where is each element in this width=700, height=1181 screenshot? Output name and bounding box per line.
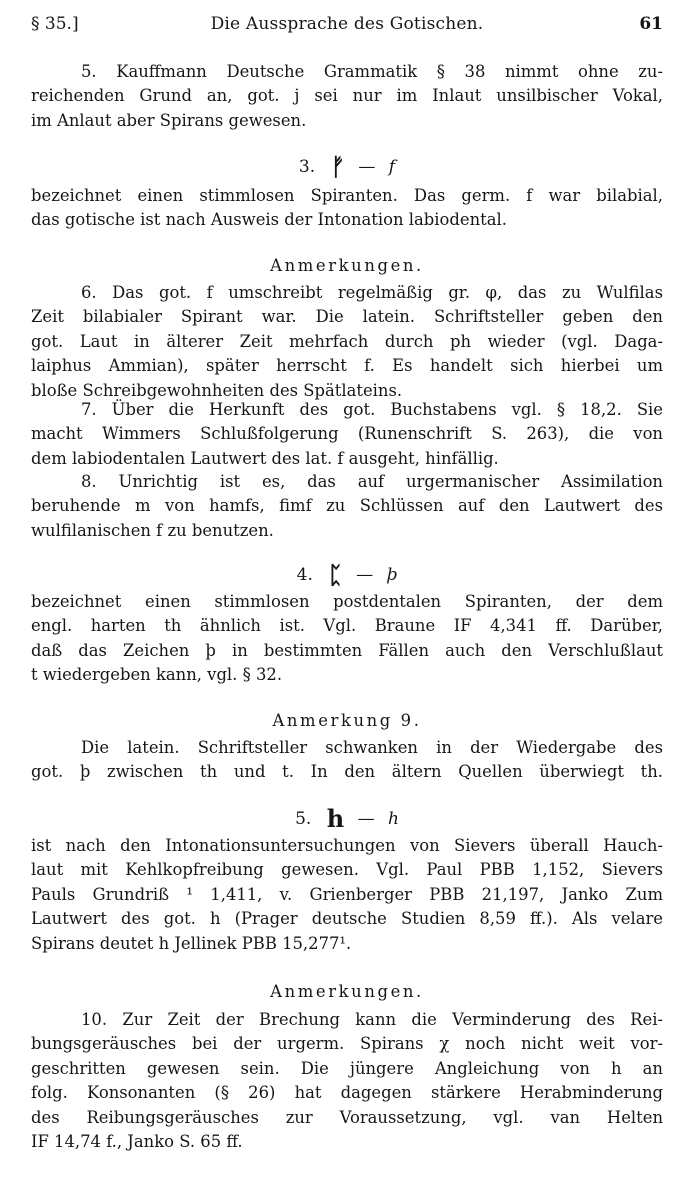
text-line: laut mit Kehlkopfreibung gewesen. Vgl. Paul PBB 1,152, Sievers — [31, 860, 663, 880]
letter-heading-4 — [31, 560, 663, 589]
heading-number: 3. — [298, 157, 316, 177]
text-line: 6. Das got. f umschreibt regelmäßig gr. φ, das zu Wulfilas — [81, 283, 663, 302]
heading-dash: — — [357, 809, 375, 829]
paragraph-note-10 — [31, 1008, 663, 1154]
gothic-letter-glyph: ᛈ — [328, 560, 343, 589]
text-line: got. þ zwischen th und t. In den ältern Quellen überwiegt th. — [31, 762, 663, 782]
heading-number: 5. — [295, 809, 312, 829]
text-line: macht Wimmers Schlußfolgerung (Runenschrift S. 263), die von — [31, 424, 663, 444]
text-line: daß das Zeichen þ in bestimmten Fällen auch den Verschlußlaut — [31, 640, 663, 660]
gothic-letter-glyph: ᚠ — [330, 152, 345, 181]
text-line: 7. Über die Herkunft des got. Buchstabens vgl. § 18,2. Sie — [81, 400, 663, 419]
latin-transcription: f — [388, 157, 396, 177]
letter-heading-3 — [31, 152, 663, 181]
section-reference: § 35.] — [31, 14, 79, 34]
text-line: reichenden Grund an, got. j sei nur im Inlaut unsilbischer Vokal, — [31, 86, 663, 106]
page-number: 61 — [639, 14, 663, 34]
text-line: Die latein. Schriftsteller schwanken in der Wiedergabe des — [81, 738, 663, 757]
running-header — [31, 14, 663, 40]
text-line: Zeit bilabialer Spirant war. Die latein. Schriftsteller geben den — [31, 307, 663, 327]
running-title: Die Aussprache des Gotischen. — [210, 14, 484, 34]
heading-number: 4. — [296, 565, 313, 585]
text-line: Lautwert des got. h (Prager deutsche Studien 8,59 ff.). Als velare — [31, 909, 663, 929]
latin-transcription: h — [387, 809, 399, 829]
section-label-anmerkungen: Anmerkungen. — [270, 982, 424, 1001]
heading-dash: — — [356, 565, 374, 585]
text-line: beruhende m von hamfs, fimf zu Schlüssen auf den Lautwert des — [31, 496, 663, 516]
text-line: des Reibungsgeräusches zur Voraussetzung, vgl. van Helten — [31, 1107, 663, 1127]
paragraph-note-7 — [31, 398, 663, 471]
paragraph-th — [31, 590, 663, 688]
text-line: 8. Unrichtig ist es, das auf urgermanischer Assimilation — [81, 472, 663, 491]
text-line: Pauls Grundriß ¹ 1,411, v. Grienberger PBB 21,197, Janko Zum — [31, 884, 663, 904]
text-line: IF 14,74 f., Janko S. 65 ff. — [31, 1132, 243, 1152]
text-line: t wiedergeben kann, vgl. § 32. — [31, 665, 283, 685]
text-line: folg. Konsonanten (§ 26) hat dagegen stärkere Herabminderung — [31, 1083, 663, 1103]
text-line: im Anlaut aber Spirans gewesen. — [31, 110, 307, 130]
paragraph-note-8 — [31, 470, 663, 543]
text-line: got. Laut in älterer Zeit mehrfach durch ph wieder (vgl. Daga- — [31, 331, 663, 351]
text-line: Spirans deutet h Jellinek PBB 15,277¹. — [31, 933, 352, 953]
text-line: 5. Kauffmann Deutsche Grammatik § 38 nimmt ohne zu- — [81, 62, 663, 81]
letter-heading-5 — [31, 804, 663, 833]
heading-dash: — — [358, 157, 376, 177]
text-line: bloße Schreibgewohnheiten des Spätlateins. — [31, 380, 403, 400]
text-line: engl. harten th ähnlich ist. Vgl. Braune IF 4,341 ff. Darüber, — [31, 616, 663, 636]
text-line: laiphus Ammian), später herrscht f. Es handelt sich hierbei um — [31, 356, 663, 376]
text-line: wulfilanischen f zu benutzen. — [31, 520, 274, 540]
paragraph-note-6 — [31, 281, 663, 403]
section-label-anmerkung: Anmerkung 9. — [272, 711, 422, 730]
gothic-letter-glyph: h — [326, 804, 345, 833]
paragraph-f — [31, 184, 663, 233]
text-line: bezeichnet einen stimmlosen Spiranten. Das germ. f war bilabial, — [31, 186, 663, 205]
text-line: das gotische ist nach Ausweis der Intonation labiodental. — [31, 210, 507, 230]
text-line: bezeichnet einen stimmlosen postdentalen Spiranten, der dem — [31, 592, 663, 611]
latin-transcription: þ — [386, 565, 398, 585]
text-line: ist nach den Intonationsuntersuchungen von Sievers überall Hauch- — [31, 836, 663, 855]
text-line: bungsgeräusches bei der urgerm. Spirans χ noch nicht weit vor- — [31, 1034, 663, 1054]
text-line: dem labiodentalen Lautwert des lat. f ausgeht, hinfällig. — [31, 448, 499, 468]
paragraph-note-9 — [31, 736, 663, 785]
text-line: 10. Zur Zeit der Brechung kann die Verminderung des Rei- — [81, 1010, 663, 1029]
paragraph-h — [31, 834, 663, 956]
paragraph-note-5 — [31, 60, 663, 133]
text-line: geschritten gewesen sein. Die jüngere Angleichung von h an — [31, 1058, 663, 1078]
section-label-anmerkungen: Anmerkungen. — [270, 256, 424, 275]
